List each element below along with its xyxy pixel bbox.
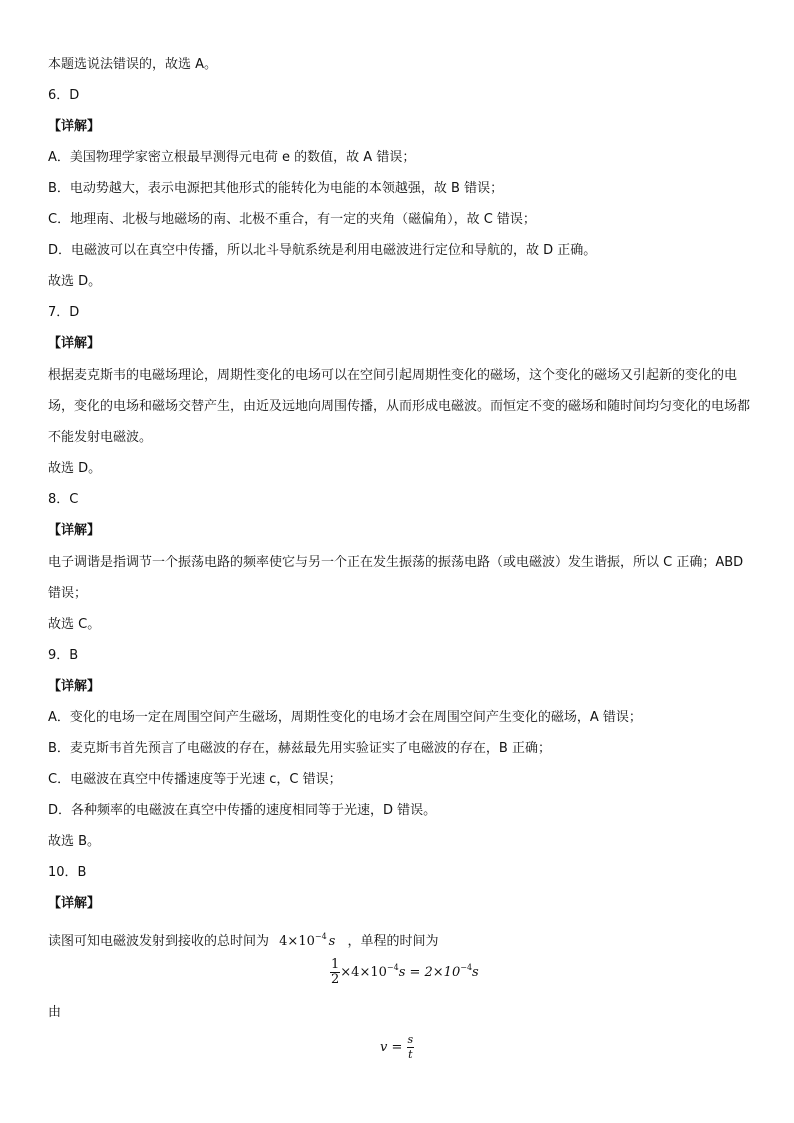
text-line: 故选 D。 (48, 461, 102, 476)
text-paragraph: 电子调谐是指调节一个振荡电路的频率使它与另一个正在发生振荡的振荡电路（或电磁波）发生谐振，所以 C 正确；ABD 错误； (48, 555, 744, 601)
text-line: 故选 C。 (48, 617, 101, 632)
question-number: 9．B (48, 648, 79, 663)
text-line: 本题选说法错误的，故选 A。 (48, 57, 218, 72)
text-line: A．美国物理学家密立根最早测得元电荷 e 的数值，故 A 错误； (48, 150, 416, 165)
text-line: D．各种频率的电磁波在真空中传播的速度相同等于光速，D 错误。 (48, 803, 437, 818)
text-line: B．电动势越大，表示电源把其他形式的能转化为电能的本领越强，故 B 错误； (48, 181, 504, 196)
text-line: 由 (48, 1005, 62, 1020)
text-line-with-math (48, 928, 754, 951)
text-paragraph: 根据麦克斯韦的电磁场理论，周期性变化的电场可以在空间引起周期性变化的磁场，这个变化的磁场又引起新的变化的电场，变化的电场和磁场交替产生，由近及远地向周围传播，从而形成电磁波。而恒定不变的磁场和随时间均匀变化的电场都不能发射电磁波。 (48, 368, 751, 445)
question-number: 6．D (48, 88, 80, 103)
text-line: B．麦克斯韦首先预言了电磁波的存在，赫兹最先用实验证实了电磁波的存在，B 正确； (48, 741, 551, 756)
fraction: $\frac{s}{t}$ (407, 1033, 414, 1061)
text-fragment: ，单程的时间为 (347, 934, 439, 949)
text-line: 故选 B。 (48, 834, 101, 849)
question-number: 7．D (48, 305, 80, 320)
section-heading: 【详解】 (48, 523, 101, 538)
formula-single-trip-time: $\frac{1}{2}$ $\times 4\times 10^{-4}s = 2\times 10^{-4}s$ (331, 957, 479, 987)
text-line: 故选 D。 (48, 274, 102, 289)
question-number: 10．B (48, 865, 87, 880)
text-fragment: 读图可知电磁波发射到接收的总时间为 (48, 934, 270, 949)
section-heading: 【详解】 (48, 896, 101, 911)
section-heading: 【详解】 (48, 679, 101, 694)
inline-math: $4\times 10^{-4}$ s (279, 932, 336, 949)
text-line: A．变化的电场一定在周围空间产生磁场，周期性变化的电场才会在周围空间产生变化的磁场，A 错误； (48, 710, 642, 725)
text-line: C．电磁波在真空中传播速度等于光速 c，C 错误； (48, 772, 342, 787)
text-line: D．电磁波可以在真空中传播，所以北斗导航系统是利用电磁波进行定位和导航的，故 D 正确。 (48, 243, 597, 258)
section-heading: 【详解】 (48, 119, 101, 134)
text-line: C．地理南、北极与地磁场的南、北极不重合，有一定的夹角（磁偏角），故 C 错误； (48, 212, 536, 227)
question-number: 8．C (48, 492, 79, 507)
formula-velocity: v = $\frac{s}{t}$ (380, 1033, 414, 1061)
section-heading: 【详解】 (48, 336, 101, 351)
fraction: $\frac{1}{2}$ (331, 957, 340, 987)
